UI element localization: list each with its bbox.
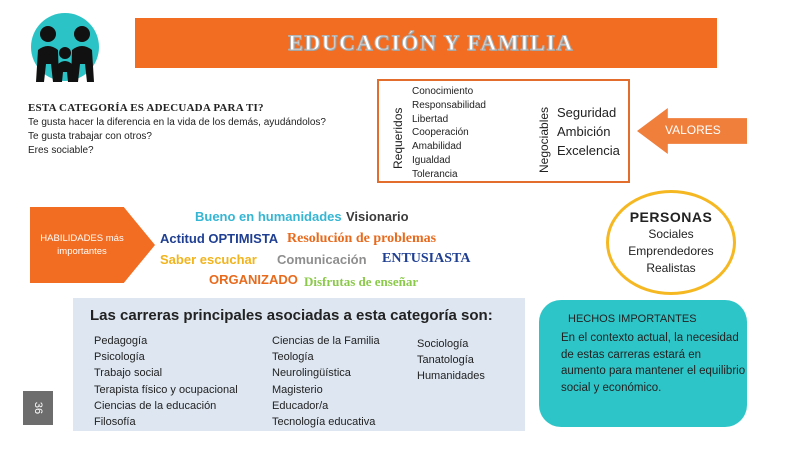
career-item: Humanidades [417,370,485,383]
negociables-list [557,103,620,160]
required-value: Cooperación [412,127,469,139]
skill-word: Saber escuchar [160,252,257,267]
title-banner [135,18,717,68]
facts-title: HECHOS IMPORTANTES [568,313,697,325]
required-value: Igualdad [412,154,451,166]
career-item: Terapista físico y ocupacional [94,383,238,396]
negotiable-value: Excelencia [557,143,620,158]
personas-item: Realistas [646,261,696,275]
skill-word: Disfrutas de enseñar [304,274,419,289]
values-box [377,79,630,183]
careers-column-1 [94,333,238,430]
question-item: Eres sociable? [28,145,94,156]
career-item: Ciencias de la Familia [272,335,380,347]
requeridos-label: Requeridos [391,107,405,169]
career-item: Filosofía [94,416,136,429]
question-item: Te gusta trabajar con otros? [28,131,152,142]
careers-title: Las carreras principales asociadas a esta categoría son: [90,307,493,324]
skill-word: Comunicación [277,252,367,267]
negotiable-value: Ambición [557,124,611,139]
personas-item: Sociales [648,227,694,241]
facts-text: En el contexto actual, la necesidad de estas carreras estará en aumento para mantener el equilibrio social y económico. [561,332,746,394]
required-value: Amabilidad [412,141,462,153]
negociables-label: Negociables [537,106,551,173]
required-value: Tolerancia [412,168,458,180]
question-item: Te gusta hacer la diferencia en la vida de los demás, ayudándolos? [28,117,326,128]
career-item: Ciencias de la educación [94,399,217,412]
habilidades-label: HABILIDADES más importantes [40,233,124,257]
skill-word: Bueno en humanidades [195,209,342,224]
questions-heading: ESTA CATEGORÍA ES ADECUADA PARA TI? [28,102,264,114]
negotiable-value: Seguridad [557,105,617,120]
career-item: Pedagogía [94,335,148,347]
page-number: 36 [32,401,44,415]
skill-word: ORGANIZADO [209,272,298,287]
career-item: Psicología [94,351,145,364]
page-title: EDUCACIÓN Y FAMILIA [288,30,574,55]
requeridos-list [412,85,486,182]
skill-word: Resolución de problemas [287,231,437,246]
career-item: Sociología [417,338,469,350]
required-value: Libertad [412,113,449,125]
career-item: Teología [272,351,314,364]
skill-word: Visionario [346,209,409,224]
personas-circle [606,190,736,295]
career-item: Educador/a [272,399,329,412]
skill-word: ENTUSIASTA [382,251,471,266]
careers-column-3 [417,336,485,385]
career-item: Magisterio [272,383,323,396]
family-logo-icon [26,12,104,82]
careers-column-2 [272,333,380,430]
personas-item: Emprendedores [628,244,714,258]
required-value: Responsabilidad [412,99,486,111]
career-item: Tecnología educativa [272,416,376,429]
personas-title: PERSONAS [629,209,713,225]
career-item: Tanatología [417,354,474,367]
page-number-badge [23,391,53,425]
valores-label: VALORES [665,123,721,137]
career-item: Neurolingüística [272,367,351,380]
required-value: Conocimiento [412,86,474,97]
career-item: Trabajo social [94,367,163,380]
skill-word: Actitud OPTIMISTA [160,231,279,246]
